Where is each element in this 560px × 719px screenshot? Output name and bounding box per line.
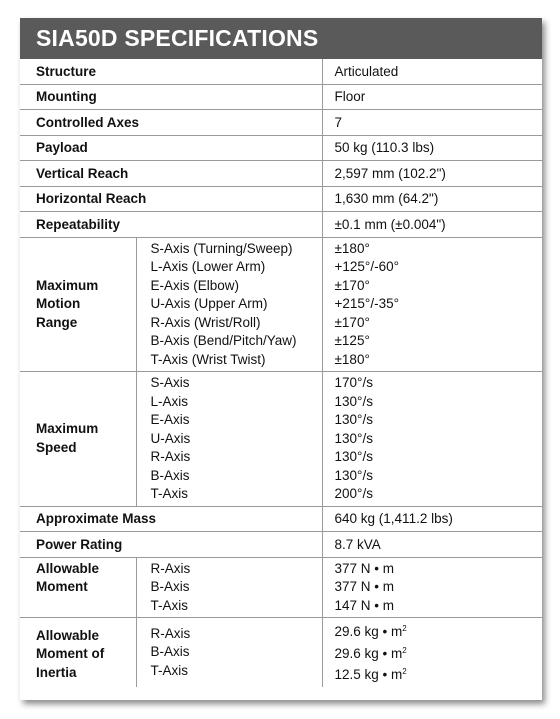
spec-sheet bbox=[20, 18, 542, 700]
allowable-moment-label: Allowable Moment bbox=[20, 557, 136, 618]
row-value: 8.7 kVA bbox=[322, 532, 542, 558]
allowable-inertia-axes: R-Axis B-Axis T-Axis bbox=[136, 618, 322, 687]
table-row bbox=[20, 59, 542, 84]
row-value: 50 kg (110.3 lbs) bbox=[322, 135, 542, 161]
allowable-inertia-row bbox=[20, 618, 542, 687]
max-speed-label: Maximum Speed bbox=[20, 372, 136, 507]
max-speed-row bbox=[20, 372, 542, 507]
row-label: Payload bbox=[20, 135, 322, 161]
row-label: Controlled Axes bbox=[20, 110, 322, 136]
row-value: 640 kg (1,411.2 lbs) bbox=[322, 506, 542, 532]
row-value: 2,597 mm (102.2") bbox=[322, 161, 542, 187]
row-label: Approximate Mass bbox=[20, 506, 322, 532]
table-row bbox=[20, 84, 542, 110]
row-value: Articulated bbox=[322, 59, 542, 84]
table-row bbox=[20, 135, 542, 161]
table-row bbox=[20, 186, 542, 212]
row-value: ±0.1 mm (±0.004") bbox=[322, 212, 542, 238]
row-label: Power Rating bbox=[20, 532, 322, 558]
table-row bbox=[20, 161, 542, 187]
spec-table bbox=[20, 59, 542, 687]
row-label: Horizontal Reach bbox=[20, 186, 322, 212]
row-label: Vertical Reach bbox=[20, 161, 322, 187]
motion-range-row bbox=[20, 237, 542, 372]
motion-range-axes: S-Axis (Turning/Sweep) L-Axis (Lower Arm) E-Axis (Elbow) U-Axis (Upper Arm) R-Axis (Wrist/Roll) B-Axis (Bend/Pitch/Yaw) T-Axis (Wrist Twist) bbox=[136, 237, 322, 372]
spec-title: SIA50D SPECIFICATIONS bbox=[20, 18, 542, 59]
allowable-moment-row bbox=[20, 557, 542, 618]
allowable-inertia-label: Allowable Moment of Inertia bbox=[20, 618, 136, 687]
row-value: 7 bbox=[322, 110, 542, 136]
table-row bbox=[20, 506, 542, 532]
max-speed-axes: S-Axis L-Axis E-Axis U-Axis R-Axis B-Axis T-Axis bbox=[136, 372, 322, 507]
motion-range-values: ±180° +125°/-60° ±170° +215°/-35° ±170° ±125° ±180° bbox=[322, 237, 542, 372]
row-value: 1,630 mm (64.2") bbox=[322, 186, 542, 212]
row-label: Mounting bbox=[20, 84, 322, 110]
allowable-inertia-values: 29.6 kg • $m^2$ 29.6 kg • $m^2$ 12.5 kg • $m^2$ bbox=[334, 624, 407, 682]
table-row bbox=[20, 110, 542, 136]
row-value: Floor bbox=[322, 84, 542, 110]
table-row bbox=[20, 532, 542, 558]
row-label: Repeatability bbox=[20, 212, 322, 238]
table-row bbox=[20, 212, 542, 238]
max-speed-values: 170°/s 130°/s 130°/s 130°/s 130°/s 130°/s 200°/s bbox=[322, 372, 542, 507]
row-label: Structure bbox=[20, 59, 322, 84]
allowable-moment-values: 377 N • m 377 N • m 147 N • m bbox=[322, 557, 542, 618]
motion-range-label: Maximum Motion Range bbox=[20, 237, 136, 372]
allowable-moment-axes: R-Axis B-Axis T-Axis bbox=[136, 557, 322, 618]
